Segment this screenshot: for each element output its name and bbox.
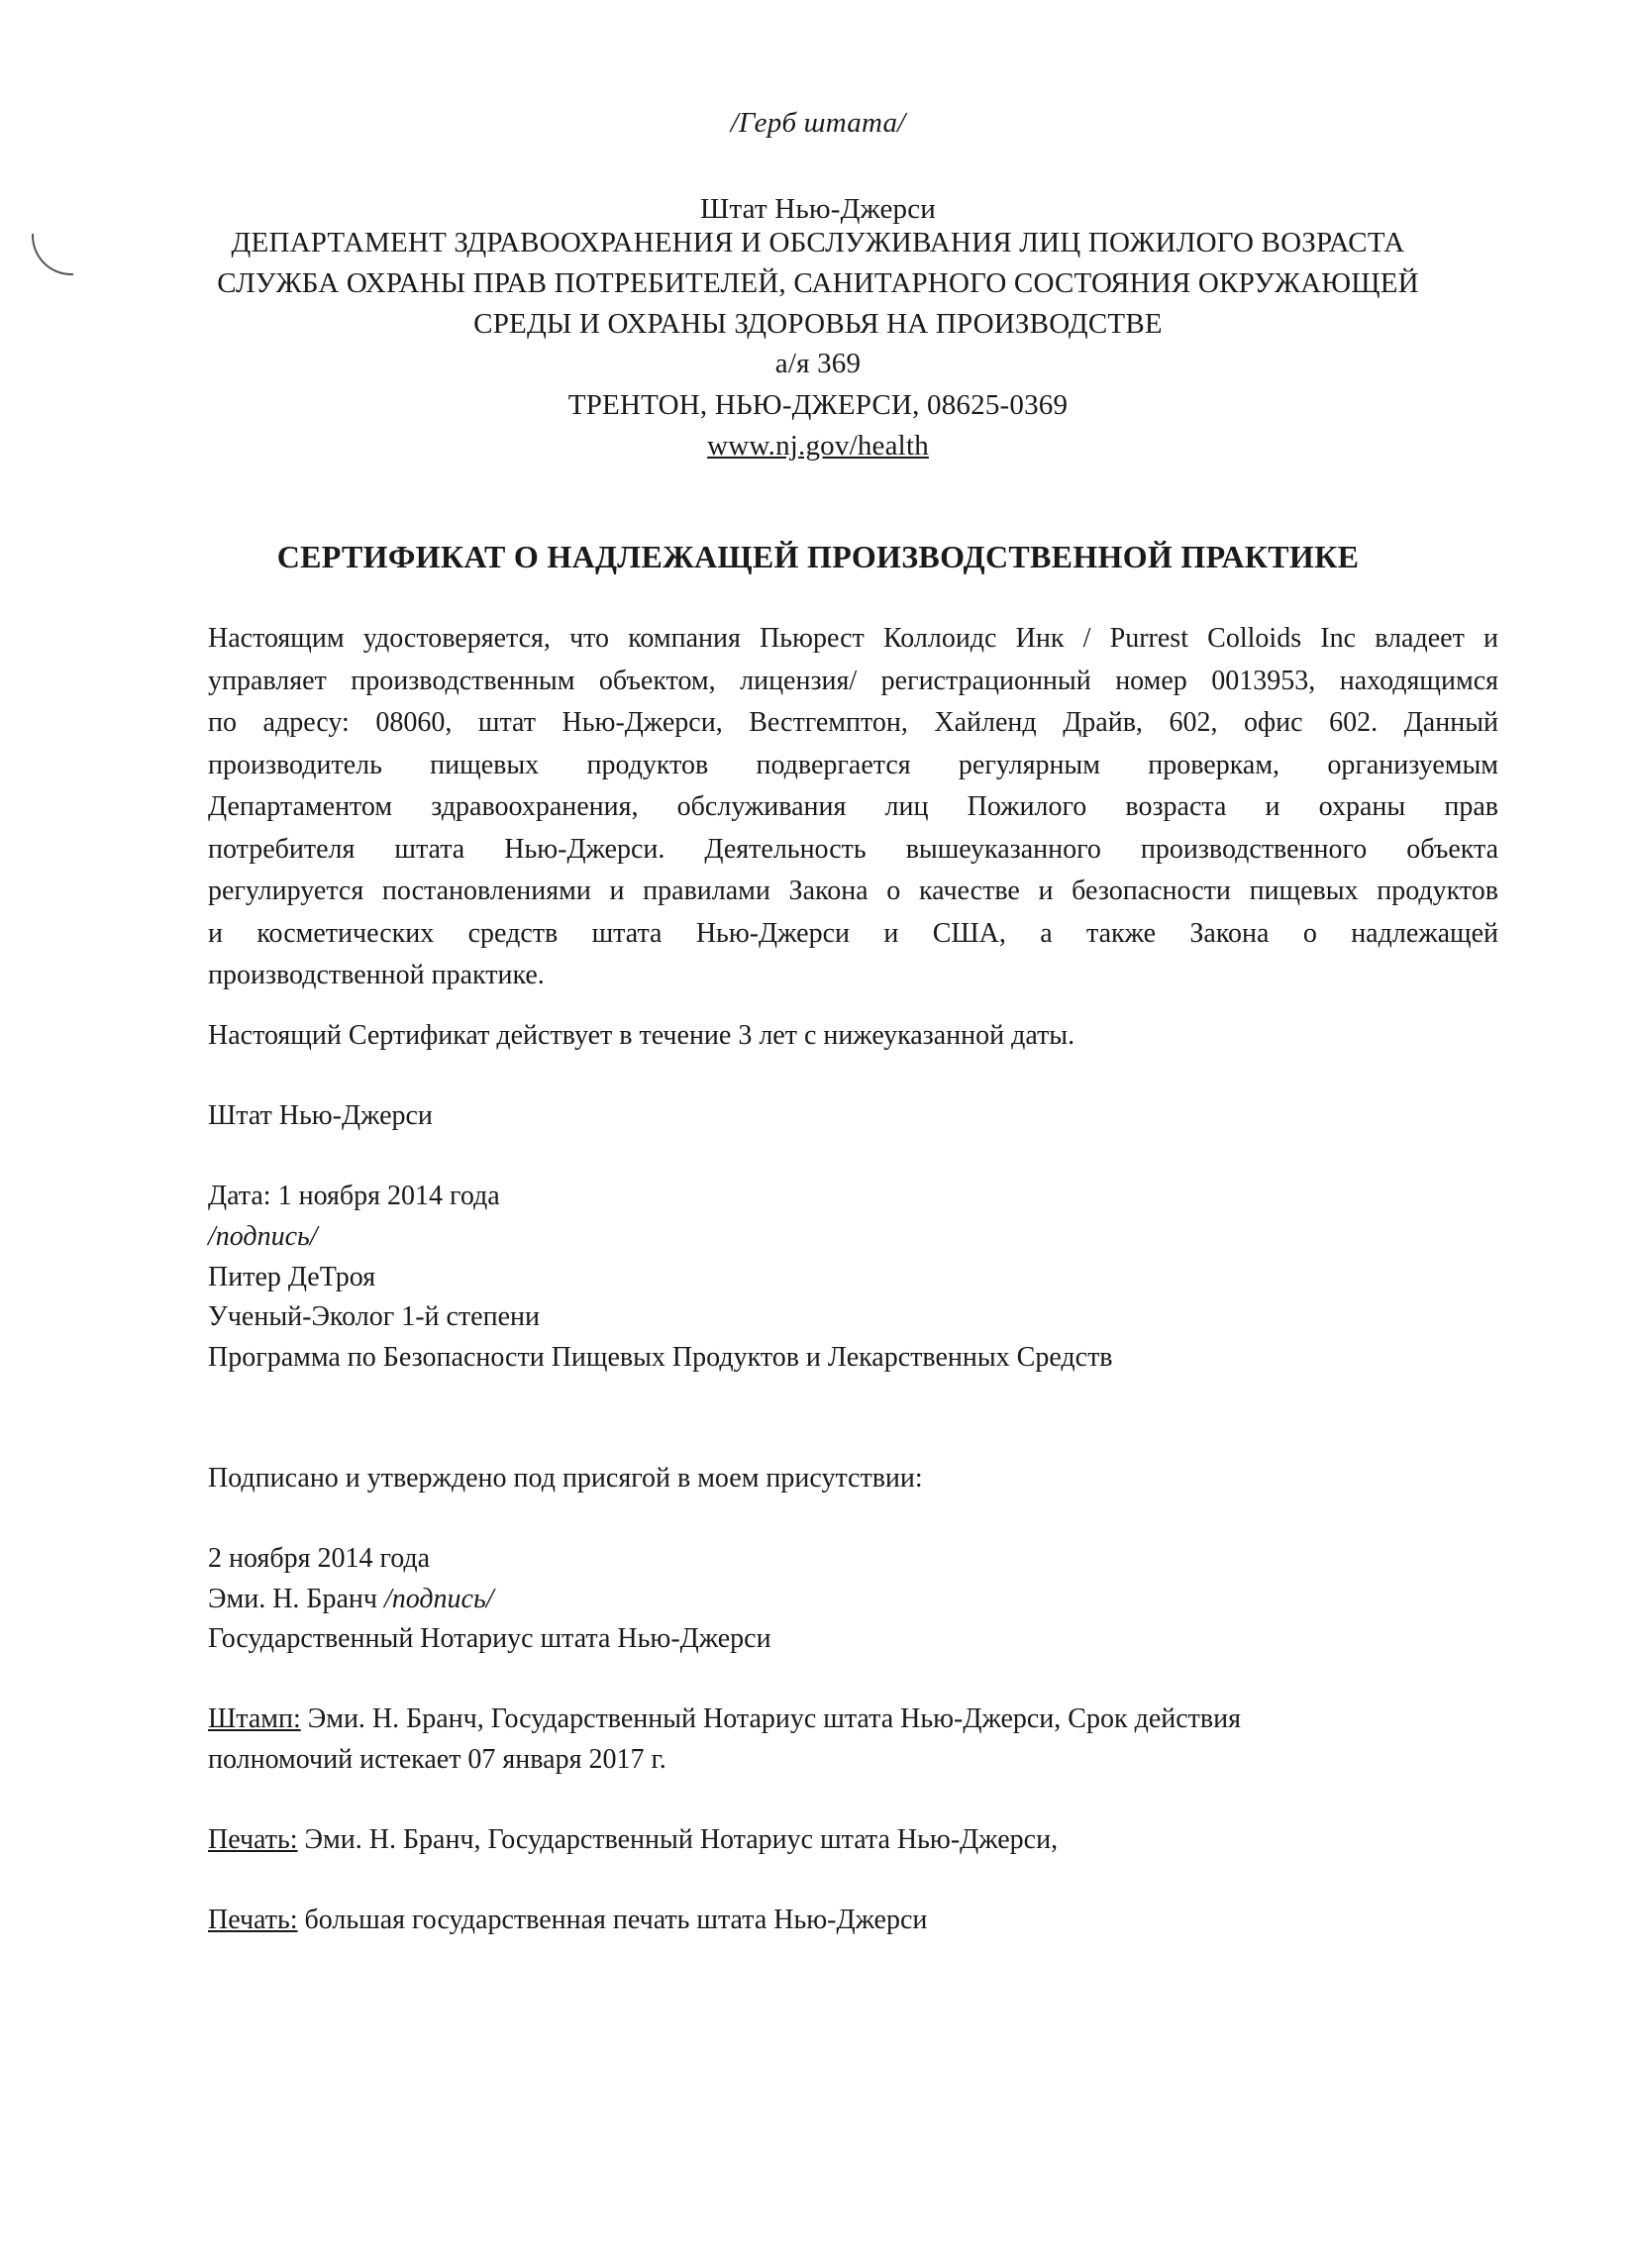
body-line: управляет производственным объектом, лицензия/ регистрационный номер 0013953, находящимся bbox=[208, 665, 1498, 696]
notary-signature-line bbox=[208, 1580, 494, 1619]
notary-signature-note: /подпись/ bbox=[383, 1584, 494, 1614]
body-line: потребителя штата Нью-Джерси. Деятельность вышеуказанного производственного объекта bbox=[208, 833, 1498, 865]
signatory-position: Ученый-Эколог 1-й степени bbox=[208, 1301, 540, 1332]
notary-title: Государственный Нотариус штата Нью-Джерси bbox=[208, 1623, 771, 1654]
seal-line-state bbox=[208, 1901, 927, 1940]
stamp-line bbox=[208, 1700, 1241, 1739]
seal-text: большая государственная печать штата Нью-Джерси bbox=[297, 1905, 928, 1935]
signatory-program: Программа по Безопасности Пищевых Продуктов и Лекарственных Средств bbox=[208, 1342, 1113, 1373]
header-city: ТРЕНТОН, НЬЮ-ДЖЕРСИ, 08625-0369 bbox=[567, 389, 1069, 421]
header-department: ДЕПАРТАМЕНТ ЗДРАВООХРАНЕНИЯ И ОБСЛУЖИВАНИЯ ЛИЦ ПОЖИЛОГО ВОЗРАСТА bbox=[231, 227, 1405, 258]
body-line: Настоящим удостоверяется, что компания Пьюрест Коллоидс Инк / Purrest Colloids Inc владеет и bbox=[208, 623, 1498, 654]
body-line: по адресу: 08060, штат Нью-Джерси, Вестгемптон, Хайленд Драйв, 602, офис 602. Данный bbox=[208, 707, 1498, 738]
seal-label: Печать: bbox=[208, 1905, 298, 1935]
header-service-line1: СЛУЖБА ОХРАНЫ ПРАВ ПОТРЕБИТЕЛЕЙ, САНИТАРНОГО СОСТОЯНИЯ ОКРУЖАЮЩЕЙ bbox=[217, 267, 1419, 299]
stamp-label: Штамп: bbox=[208, 1703, 301, 1734]
issuer-state: Штат Нью-Джерси bbox=[208, 1100, 433, 1131]
seal-label: Печать: bbox=[208, 1824, 298, 1855]
body-line: производственной практике. bbox=[208, 960, 545, 990]
notary-name: Эми. Н. Бранч bbox=[208, 1584, 377, 1614]
header-website-link[interactable]: www.nj.gov/health bbox=[707, 430, 929, 462]
certificate-body bbox=[208, 618, 1498, 997]
body-line: производитель пищевых продуктов подвергается регулярным проверкам, организуемым bbox=[208, 749, 1498, 780]
coat-of-arms-note: /Герб штата/ bbox=[730, 107, 906, 139]
header-po-box: а/я 369 bbox=[774, 348, 862, 379]
issue-date: Дата: 1 ноября 2014 года bbox=[208, 1181, 500, 1211]
header-state: Штат Нью-Джерси bbox=[699, 193, 937, 225]
signature-note: /подпись/ bbox=[208, 1221, 318, 1252]
seal-text: Эми. Н. Бранч, Государственный Нотариус штата Нью-Джерси, bbox=[297, 1824, 1059, 1855]
stamp-text-line2: полномочий истекает 07 января 2017 г. bbox=[208, 1744, 666, 1775]
signatory-name: Питер ДеТроя bbox=[208, 1262, 376, 1292]
body-line: и косметических средств штата Нью-Джерси и США, а также Закона о надлежащей bbox=[208, 917, 1498, 949]
validity-statement: Настоящий Сертификат действует в течение 3 лет с нижеуказанной даты. bbox=[208, 1020, 1075, 1051]
stamp-text: Эми. Н. Бранч, Государственный Нотариус штата Нью-Джерси, Срок действия bbox=[300, 1703, 1241, 1734]
body-line: регулируется постановлениями и правилами Закона о качестве и безопасности пищевых продуктов bbox=[208, 876, 1498, 906]
sworn-statement: Подписано и утверждено под присягой в моем присутствии: bbox=[208, 1463, 923, 1494]
body-line: Департаментом здравоохранения, обслуживания лиц Пожилого возраста и охраны прав bbox=[208, 791, 1498, 822]
certificate-title: СЕРТИФИКАТ О НАДЛЕЖАЩЕЙ ПРОИЗВОДСТВЕННОЙ ПРАКТИКЕ bbox=[276, 539, 1360, 574]
notary-date: 2 ноября 2014 года bbox=[208, 1543, 431, 1574]
seal-line-notary bbox=[208, 1820, 1058, 1860]
header-service-line2: СРЕДЫ И ОХРАНЫ ЗДОРОВЬЯ НА ПРОИЗВОДСТВЕ bbox=[473, 308, 1163, 340]
